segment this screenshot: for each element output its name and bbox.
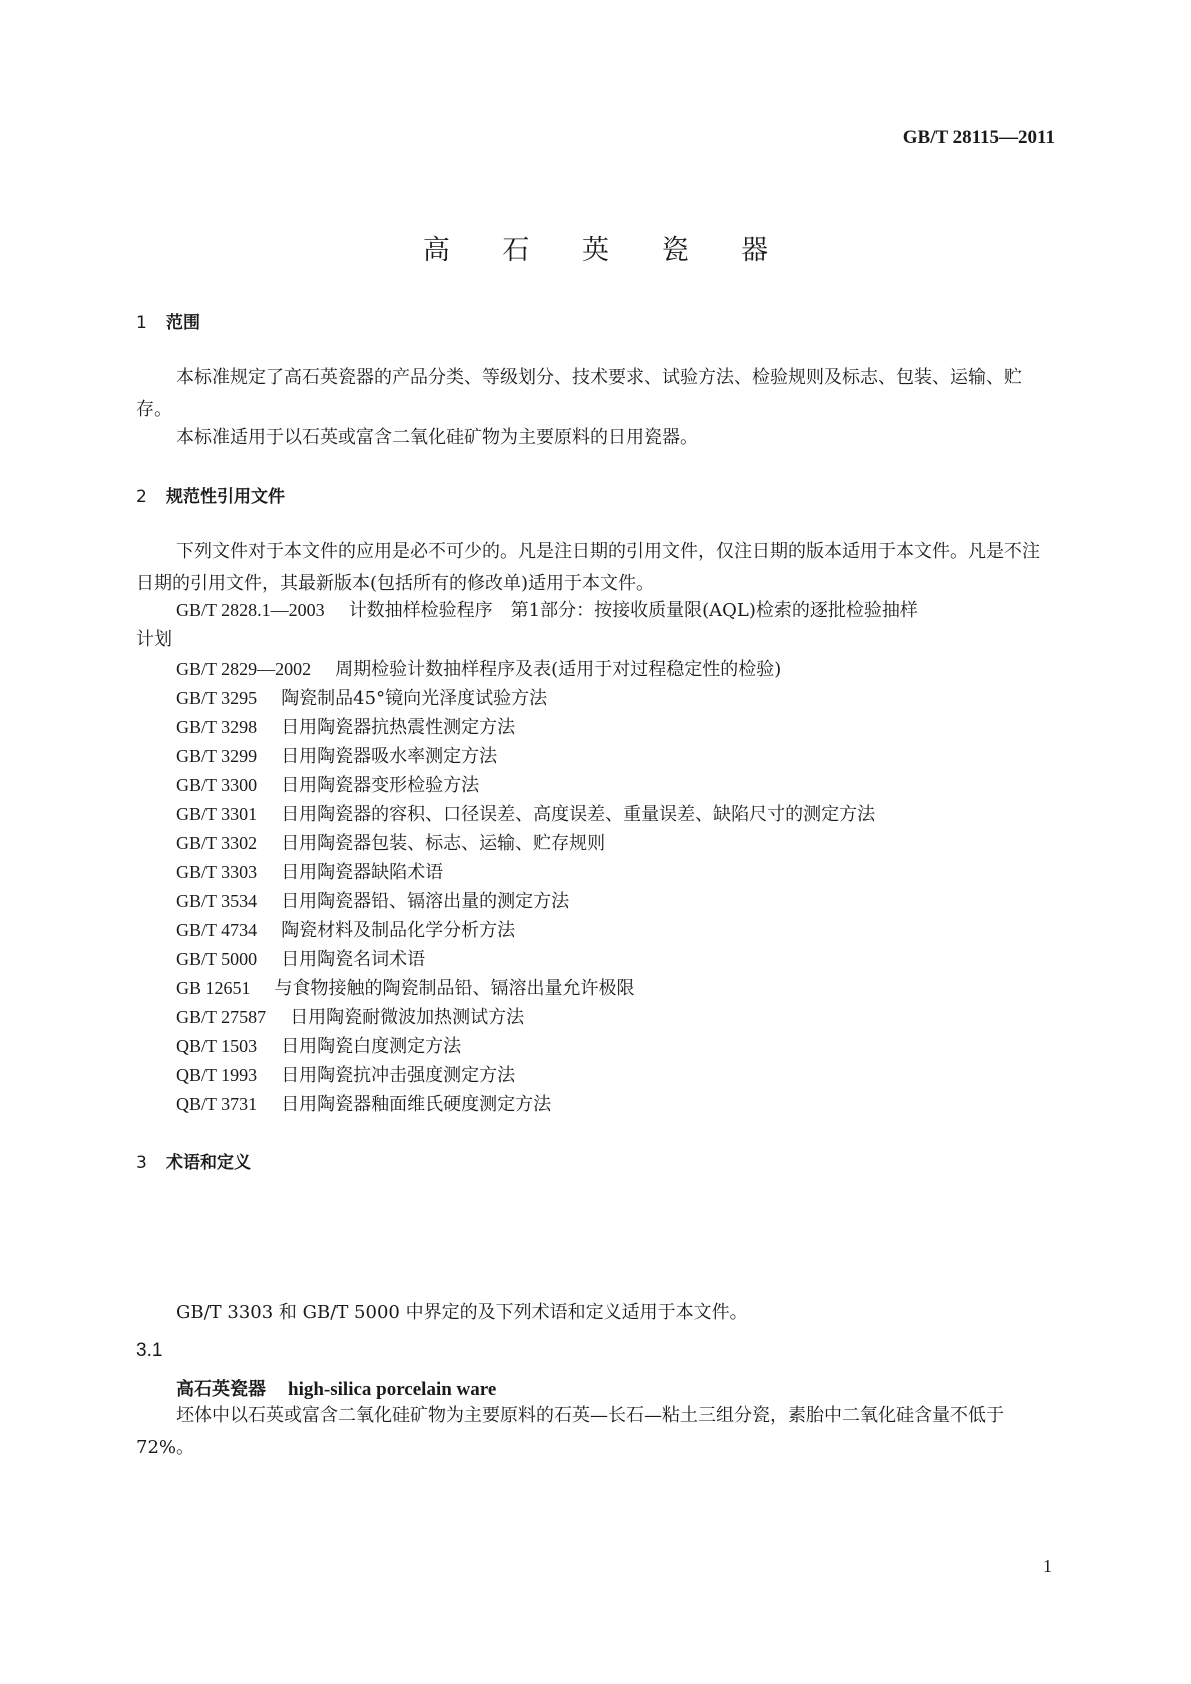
section-title: 术语和定义 <box>166 1153 251 1173</box>
section-1-heading <box>136 308 200 333</box>
term-english: high-silica porcelain ware <box>288 1379 497 1400</box>
reference-title: 日用陶瓷器的容积、口径误差、高度误差、重量误差、缺陷尺寸的测定方法 <box>281 804 876 825</box>
reference-item <box>176 1092 551 1117</box>
reference-continuation: 计划 <box>136 629 172 650</box>
term-definition: 坯体中以石英或富含二氧化硅矿物为主要原料的石英—长石—粘土三组分瓷，素胎中二氧化硅含量不低于72%。 <box>136 1405 1004 1458</box>
reference-title: 日用陶瓷器包装、标志、运输、贮存规则 <box>281 833 606 854</box>
reference-item <box>176 802 875 827</box>
reference-item <box>176 1063 515 1088</box>
reference-code: GB/T 2829—2002 <box>176 659 312 679</box>
reference-item <box>176 831 605 856</box>
references-intro: 下列文件对于本文件的应用是必不可少的。凡是注日期的引用文件，仅注日期的版本适用于本文件。凡是不注日期的引用文件，其最新版本(包括所有的修改单)适用于本文件。 <box>136 541 1040 594</box>
section-title: 规范性引用文件 <box>166 487 285 507</box>
term-chinese: 高石英瓷器 <box>176 1379 266 1400</box>
reference-code: QB/T 1503 <box>176 1036 258 1056</box>
reference-title: 日用陶瓷器变形检验方法 <box>281 775 480 796</box>
reference-code: GB/T 2828.1—2003 <box>176 600 325 620</box>
reference-item <box>176 657 781 682</box>
reference-title: 日用陶瓷器抗热震性测定方法 <box>281 717 516 738</box>
reference-title: 计数抽样检验程序 第1部分：按接收质量限(AQL)检索的逐批检验抽样 <box>348 600 918 621</box>
reference-title: 陶瓷制品45°镜向光泽度试验方法 <box>281 688 548 709</box>
reference-item <box>176 598 918 623</box>
reference-code: GB/T 3303 <box>176 862 258 882</box>
reference-code: GB/T 27587 <box>176 1007 267 1027</box>
reference-title: 日用陶瓷抗冲击强度测定方法 <box>281 1065 516 1086</box>
reference-title: 日用陶瓷器缺陷术语 <box>281 862 444 883</box>
reference-code: GB/T 3534 <box>176 891 258 911</box>
scope-paragraph-2: 本标准适用于以石英或富含二氧化硅矿物为主要原料的日用瓷器。 <box>176 427 698 448</box>
reference-item <box>176 976 635 1001</box>
reference-title: 日用陶瓷白度测定方法 <box>281 1036 462 1057</box>
section-2-heading <box>136 482 285 507</box>
term-number: 3.1 <box>136 1340 163 1361</box>
reference-item <box>176 1005 524 1030</box>
page-number: 1 <box>1043 1556 1052 1576</box>
section-number: 2 <box>136 487 147 507</box>
term-heading <box>176 1375 496 1401</box>
scope-paragraph-1: 本标准规定了高石英瓷器的产品分类、等级划分、技术要求、试验方法、检验规则及标志、包装、运输、贮存。 <box>136 367 1022 420</box>
reference-title: 日用陶瓷耐微波加热测试方法 <box>290 1007 525 1028</box>
reference-code: GB 12651 <box>176 978 251 998</box>
reference-item <box>176 889 569 914</box>
reference-title: 日用陶瓷器铅、镉溶出量的测定方法 <box>281 891 570 912</box>
reference-code: GB/T 5000 <box>176 949 258 969</box>
section-3-heading <box>136 1148 251 1173</box>
reference-item <box>176 860 443 885</box>
reference-item <box>176 744 497 769</box>
reference-title: 日用陶瓷器吸水率测定方法 <box>281 746 498 767</box>
reference-item <box>176 686 547 711</box>
reference-title: 陶瓷材料及制品化学分析方法 <box>281 920 516 941</box>
reference-code: GB/T 3301 <box>176 804 258 824</box>
reference-title: 日用陶瓷名词术语 <box>281 949 426 970</box>
reference-code: GB/T 4734 <box>176 920 258 940</box>
section-number: 3 <box>136 1153 147 1173</box>
definitions-intro: GB/T 3303 和 GB/T 5000 中界定的及下列术语和定义适用于本文件。 <box>176 1302 748 1323</box>
reference-item <box>176 1034 461 1059</box>
reference-item <box>176 715 515 740</box>
reference-code: GB/T 3298 <box>176 717 258 737</box>
reference-title: 日用陶瓷器釉面维氏硬度测定方法 <box>281 1094 552 1115</box>
reference-title: 与食物接触的陶瓷制品铅、镉溶出量允许极限 <box>274 978 635 999</box>
reference-title: 周期检验计数抽样程序及表(适用于对过程稳定性的检验) <box>335 659 782 680</box>
section-number: 1 <box>136 313 147 333</box>
reference-item <box>176 773 479 798</box>
reference-code: GB/T 3299 <box>176 746 258 766</box>
reference-code: GB/T 3295 <box>176 688 258 708</box>
section-title: 范围 <box>166 313 200 333</box>
document-title: 高 石 英 瓷 器 <box>422 235 791 266</box>
reference-item <box>176 947 425 972</box>
standard-code: GB/T 28115—2011 <box>902 127 1055 148</box>
reference-code: GB/T 3302 <box>176 833 258 853</box>
reference-code: QB/T 3731 <box>176 1094 258 1114</box>
reference-code: QB/T 1993 <box>176 1065 258 1085</box>
reference-item <box>176 918 515 943</box>
reference-code: GB/T 3300 <box>176 775 258 795</box>
